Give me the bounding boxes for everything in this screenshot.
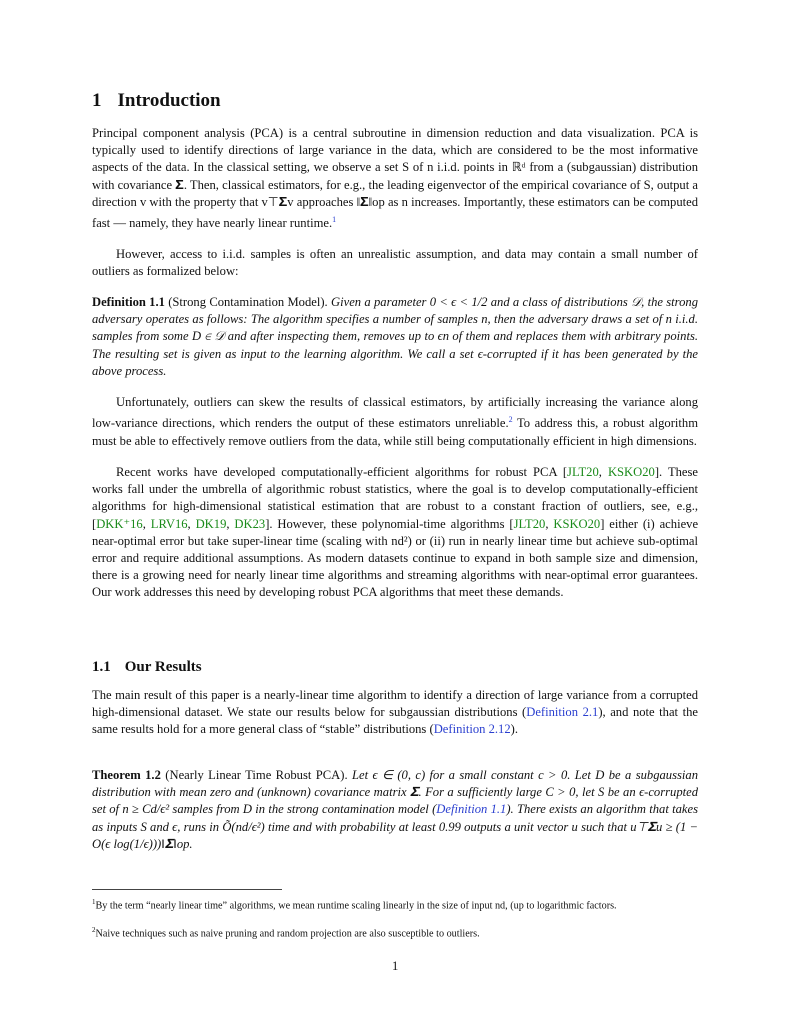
page-number: 1: [392, 959, 399, 973]
citation[interactable]: DK23: [234, 516, 266, 531]
citation[interactable]: JLT20: [513, 516, 546, 531]
citation[interactable]: DKK⁺16: [96, 516, 143, 531]
paragraph-related-work: Recent works have developed computationally-efficient algorithms for robust PCA [JLT20, KSKO20]. These works fall under the umbrella of algorithmic robust statistics, where the goal is to develop computationally-efficient algorithms for high-dimensional statistical estimation that are robust to a constant fraction of outliers, see, e.g., [DKK⁺16, LRV16, DK19, DK23]. However, these polynomial-time algorithms [JLT20, KSKO20] either (i) achieve near-optimal error but take super-linear time (scaling with nd²) or (ii) run in nearly linear time but achieve sub-optimal error and require additional assumptions. As modern datasets continue to expand in both sample size and dimension, there is a growing need for nearly linear time algorithms and streaming algorithms with near-optimal error guarantees. Our work addresses this need by developing robust PCA algorithms that meet these demands.: [92, 465, 699, 600]
definition-block: Definition 1.1 (Strong Contamination Model). Given a parameter 0 < ϵ < 1/2 and a class of distributions 𝒟, the strong adversary operates as follows: The algorithm specifies a number of samples n, then the adversary draws a set of n i.i.d. samples from some D ∈ 𝒟 and after inspecting them, removes up to ϵn of them and replaces them with arbitrary points. The resulting set is given as input to the learning algorithm. We call a set ϵ-corrupted if it has been generated by the above process.: [92, 295, 699, 378]
paragraph-results: The main result of this paper is a nearly-linear time algorithm to identify a direction of large variance from a corrupted high-dimensional dataset. We state our results below for subgaussian distributions (Definition 2.1), and note that the same results hold for a more general class of “stable” distributions (Definition 2.12).: [92, 688, 698, 737]
paragraph-outliers: Unfortunately, outliers can skew the results of classical estimators, by artificially increasing the variance along low-variance directions, which renders the output of these estimators unreliable.$^2$ To address this, a robust algorithm must be able to effectively remove outliers from the data, while still being computationally efficient in high dimensions.: [92, 395, 699, 448]
citation[interactable]: DK19: [195, 516, 227, 531]
theorem-block: Theorem 1.2 (Nearly Linear Time Robust PCA). Let ϵ ∈ (0, c) for a small constant c > 0. Let D be a subgaussian distribution with mean zero and (unknown) covariance matrix 𝚺. For a sufficiently large C > 0, let S be an ϵ-corrupted set of n ≥ Cd/ϵ² samples from D in the strong contamination model (Definition 1.1). There exists an algorithm that takes as inputs S and ϵ, runs in Õ(nd/ϵ²) time and with probability at least 0.99 outputs a unit vector u such that u⊤𝚺u ≥ (1 − O(ϵ log(1/ϵ)))‖𝚺‖op.: [92, 768, 698, 851]
citation[interactable]: KSKO20: [553, 516, 601, 531]
citation[interactable]: JLT20: [567, 465, 599, 479]
footnote-divider: [92, 889, 282, 890]
section-heading: 1 Introduction: [92, 90, 221, 111]
citation[interactable]: LRV16: [150, 516, 188, 531]
cross-reference[interactable]: Definition 1.1: [436, 802, 507, 817]
footnote-ref-2[interactable]: 2: [508, 415, 513, 425]
footnote-ref-1[interactable]: 1: [332, 215, 337, 225]
cross-reference[interactable]: Definition 2.1: [526, 705, 599, 720]
subsection-heading: 1.1 Our Results: [92, 659, 202, 675]
intro-paragraph-2: However, access to i.i.d. samples is often an unrealistic assumption, and data may contain a small number of outliers as formalized below:: [92, 247, 698, 279]
cross-reference[interactable]: Definition 2.12: [433, 722, 511, 737]
intro-paragraph-1: Principal component analysis (PCA) is a central subroutine in dimension reduction and data visualization. PCA is typically used to identify directions of large variance in the data, which are considered to be the most informative aspects of the data. In the classical setting, we observe a set S of n i.i.d. points in ℝᵈ from a (subgaussian) distribution with covariance 𝚺. Then, classical estimators, for e.g., the leading eigenvector of the empirical covariance of S, output a direction v with the property that v⊤𝚺v approaches ‖𝚺‖op as n increases. Importantly, these estimators can be computed fast — namely, they have nearly linear runtime.$^1$: [92, 126, 698, 231]
footnote: $^2$Naive techniques such as naive pruning and random projection are also susceptible to outliers.: [92, 926, 480, 940]
citation[interactable]: KSKO20: [607, 465, 655, 479]
footnote: $^1$By the term “nearly linear time” algorithms, we mean runtime scaling linearly in the size of input nd, (up to logarithmic factors.: [92, 898, 617, 912]
